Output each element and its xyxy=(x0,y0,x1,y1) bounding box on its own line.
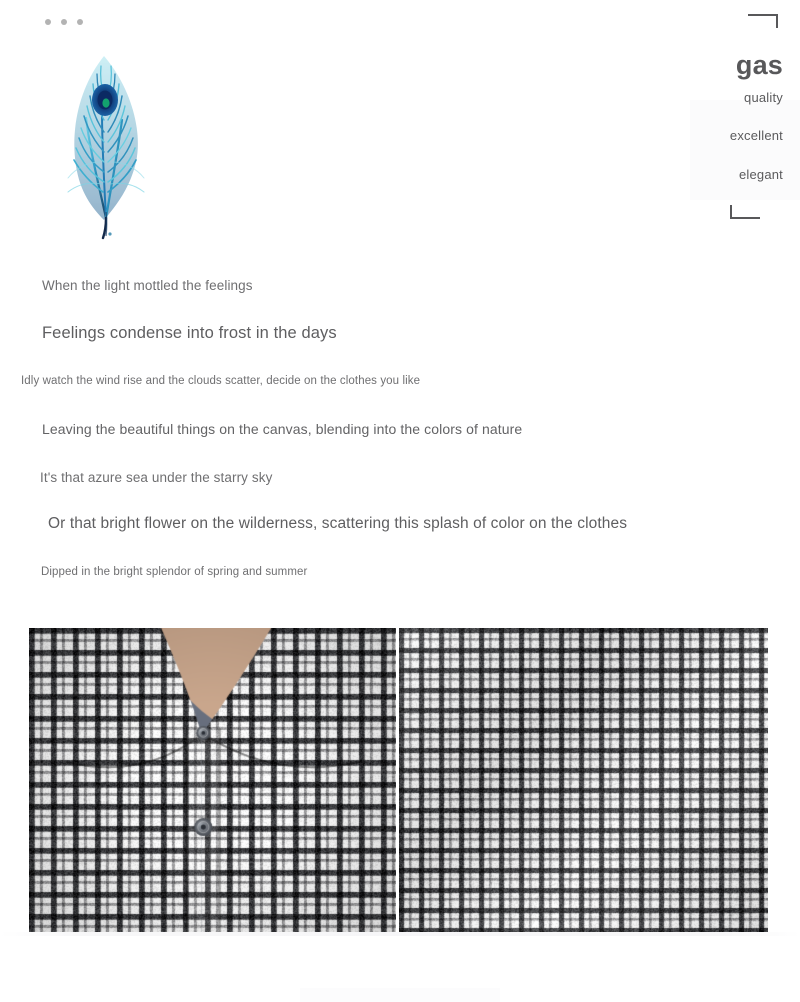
copy-line-2: Feelings condense into frost in the days xyxy=(42,324,337,342)
footer-placeholder xyxy=(300,988,500,1002)
corner-bracket-top-right-icon xyxy=(748,14,778,28)
dot-1-icon xyxy=(45,19,51,25)
footer-divider xyxy=(0,932,800,936)
decorative-dots xyxy=(45,19,83,25)
product-photo-collar-detail[interactable] xyxy=(29,628,396,932)
copy-line-6: Or that bright flower on the wilderness, scattering this splash of color on the clothes xyxy=(48,515,628,532)
hero-keyword-elegant: elegant xyxy=(738,167,783,182)
copy-line-7: Dipped in the bright splendor of spring and summer xyxy=(41,566,308,578)
hero-banner xyxy=(0,0,800,248)
hero-keyword-quality: quality xyxy=(744,90,783,105)
caption-shade xyxy=(690,100,800,200)
copy-line-3: Idly watch the wind rise and the clouds scatter, decide on the clothes you like xyxy=(21,375,421,387)
marketing-copy-block xyxy=(0,248,800,608)
corner-bracket-bottom-left-icon xyxy=(730,205,760,219)
dot-2-icon xyxy=(61,19,67,25)
product-photo-row xyxy=(0,628,800,932)
product-photo-fabric-detail[interactable] xyxy=(399,628,768,932)
dot-3-icon xyxy=(77,19,83,25)
hero-keyword-excellent: excellent xyxy=(729,128,783,143)
copy-line-4: Leaving the beautiful things on the canvas, blending into the colors of nature xyxy=(42,421,523,437)
copy-line-1: When the light mottled the feelings xyxy=(42,278,253,293)
copy-line-5: It's that azure sea under the starry sky xyxy=(40,470,273,485)
hero-title: gas xyxy=(735,50,783,80)
peacock-feather-illustration xyxy=(46,42,168,242)
hero-caption-panel xyxy=(690,0,800,248)
